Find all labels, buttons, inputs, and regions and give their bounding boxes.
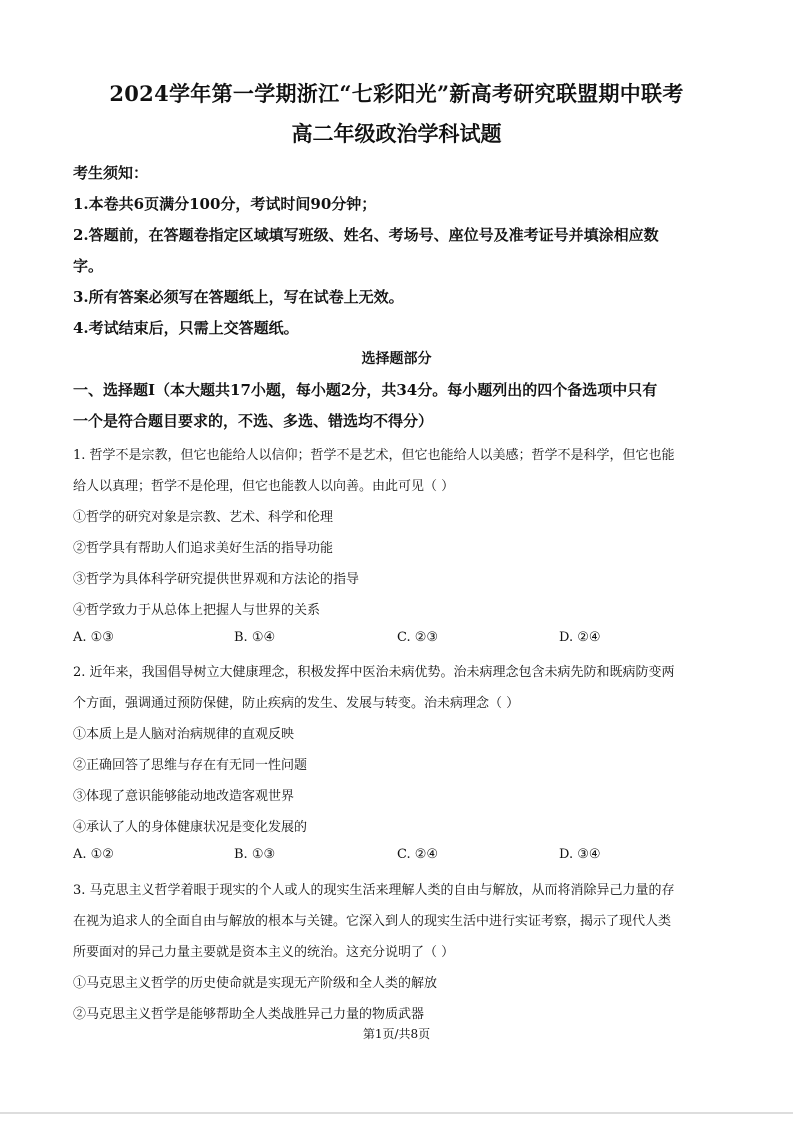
question-statement: ②哲学具有帮助人们追求美好生活的指导功能 bbox=[73, 541, 334, 556]
question-stem: 3. 马克思主义哲学着眼于现实的个人或人的现实生活来理解人类的自由与解放，从而将消除异己力量的存 bbox=[73, 883, 675, 898]
part-title: 选择题部分 bbox=[361, 351, 432, 367]
option-a: A. ①② bbox=[73, 847, 114, 862]
notice-item: 2.答题前，在答题卷指定区域填写班级、姓名、考场号、座位号及准考证号并填涂相应数 bbox=[73, 226, 659, 244]
section-instruction: 一、选择题Ⅰ（本大题共17小题，每小题2分，共34分。每小题列出的四个备选项中只有 bbox=[73, 381, 658, 399]
question-statement: ③哲学为具体科学研究提供世界观和方法论的指导 bbox=[73, 572, 360, 587]
question-options bbox=[73, 630, 733, 650]
option-c: C. ②④ bbox=[397, 847, 439, 862]
question-statement: ①马克思主义哲学的历史使命就是实现无产阶级和全人类的解放 bbox=[73, 976, 438, 991]
section-instruction: 一个是符合题目要求的，不选、多选、错选均不得分） bbox=[73, 412, 434, 430]
question-stem: 2. 近年来，我国倡导树立大健康理念，积极发挥中医治未病优势。治未病理念包含未病先防和既病防变两 bbox=[73, 665, 675, 680]
notice-item: 字。 bbox=[73, 257, 104, 275]
option-c: C. ②③ bbox=[397, 630, 439, 645]
notice-heading: 考生须知： bbox=[73, 164, 149, 182]
notice-item: 1.本卷共6页满分100分，考试时间90分钟； bbox=[73, 195, 377, 213]
question-stem: 1. 哲学不是宗教，但它也能给人以信仰；哲学不是艺术，但它也能给人以美感；哲学不是科学，但它也能 bbox=[73, 448, 675, 463]
question-stem: 在视为追求人的全面自由与解放的根本与关键。它深入到人的现实生活中进行实证考察，揭示了现代人类 bbox=[73, 914, 672, 929]
question-stem: 个方面，强调通过预防保健，防止疾病的发生、发展与转变。治未病理念（ ） bbox=[73, 696, 520, 711]
question-stem: 所要面对的异己力量主要就是资本主义的统治。这充分说明了（ ） bbox=[73, 945, 455, 960]
question-statement: ④哲学致力于从总体上把握人与世界的关系 bbox=[73, 603, 321, 618]
question-stem: 给人以真理；哲学不是伦理，但它也能教人以向善。由此可见（ ） bbox=[73, 479, 455, 494]
page-divider bbox=[0, 1112, 793, 1114]
option-b: B. ①④ bbox=[234, 630, 276, 645]
question-statement: ③体现了意识能够能动地改造客观世界 bbox=[73, 789, 295, 804]
option-d: D. ②④ bbox=[559, 630, 601, 645]
exam-subtitle: 高二年级政治学科试题 bbox=[291, 121, 502, 146]
option-b: B. ①③ bbox=[234, 847, 276, 862]
question-statement: ①哲学的研究对象是宗教、艺术、科学和伦理 bbox=[73, 510, 334, 525]
notice-item: 3.所有答案必须写在答题纸上，写在试卷上无效。 bbox=[73, 288, 404, 306]
question-statement: ②正确回答了思维与存在有无同一性问题 bbox=[73, 758, 308, 773]
option-d: D. ③④ bbox=[559, 847, 601, 862]
question-statement: ④承认了人的身体健康状况是变化发展的 bbox=[73, 820, 308, 835]
exam-title: 2024学年第一学期浙江“七彩阳光”新高考研究联盟期中联考 bbox=[109, 81, 684, 106]
notice-item: 4.考试结束后，只需上交答题纸。 bbox=[73, 319, 299, 337]
question-statement: ①本质上是人脑对治病规律的直观反映 bbox=[73, 727, 295, 742]
question-options bbox=[73, 847, 733, 867]
page-number: 第1页/共8页 bbox=[362, 1027, 431, 1041]
question-statement: ②马克思主义哲学是能够帮助全人类战胜异己力量的物质武器 bbox=[73, 1007, 425, 1022]
option-a: A. ①③ bbox=[73, 630, 114, 645]
